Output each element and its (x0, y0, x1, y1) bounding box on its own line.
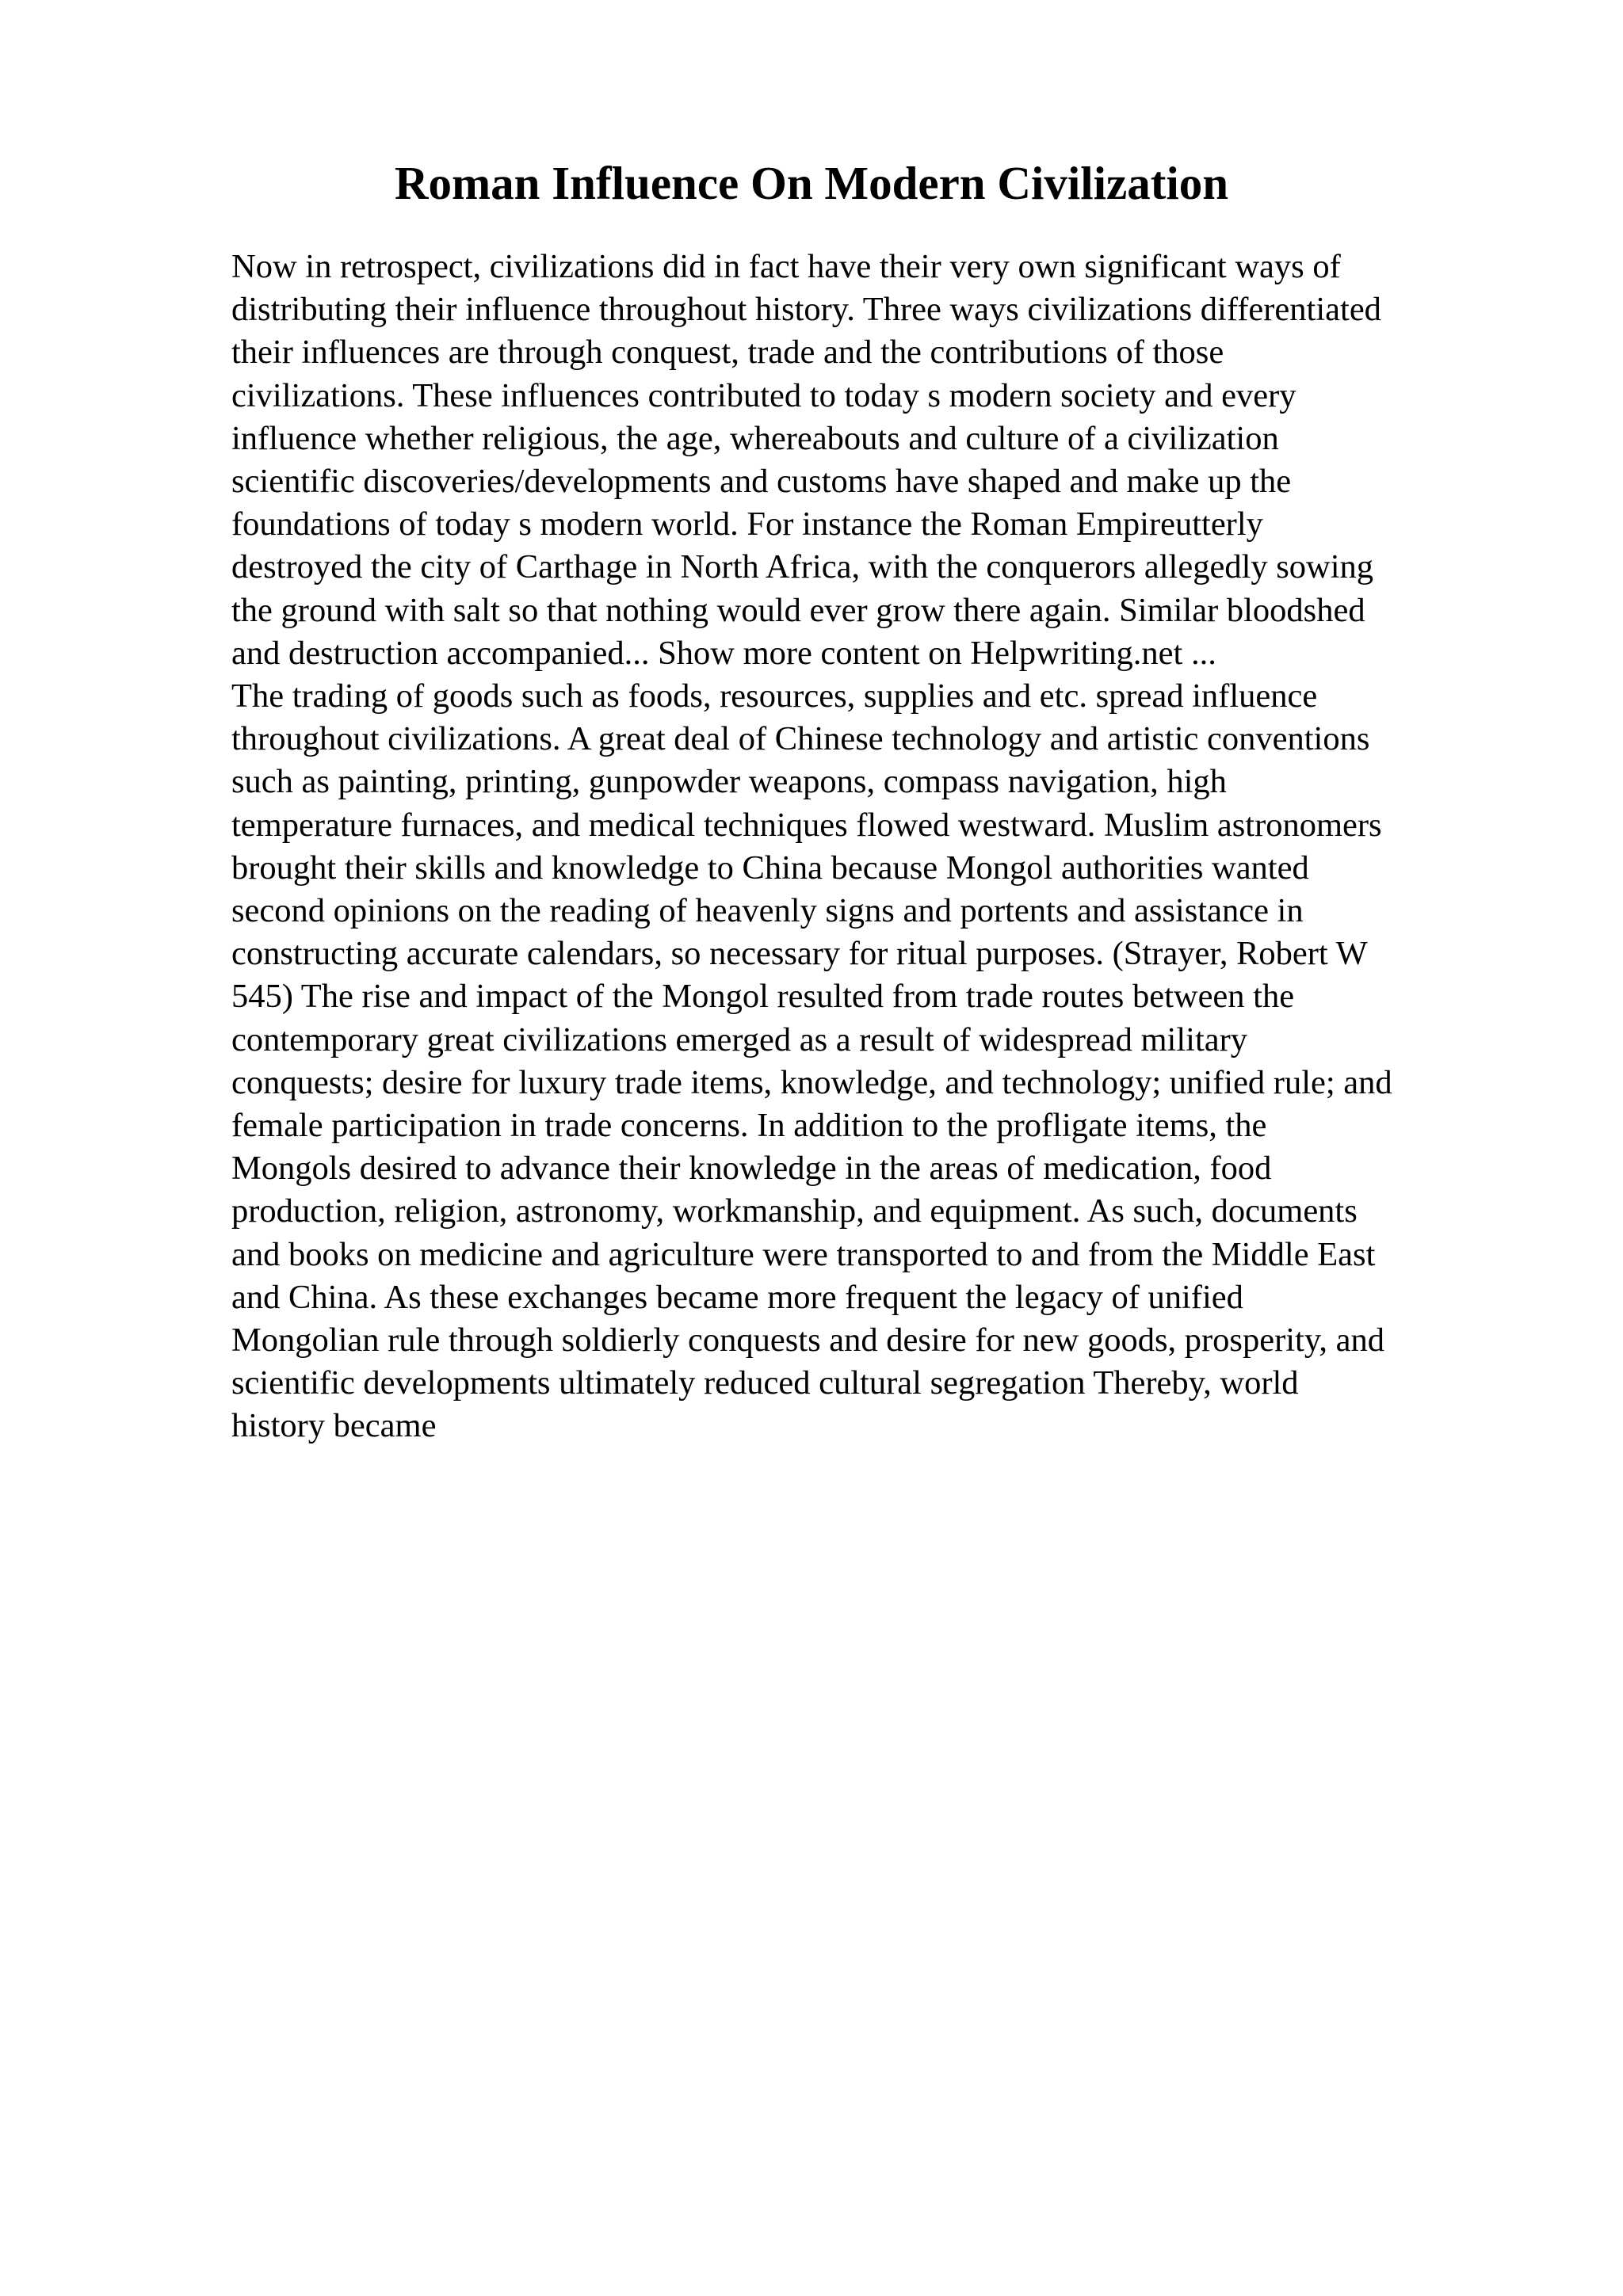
body-text-line: destroyed the city of Carthage in North Africa, with the conquerors allegedly sowing (231, 548, 1374, 586)
body-text-line: civilizations. These influences contributed to today s modern society and every (231, 376, 1296, 414)
document-title: Roman Influence On Modern Civilization (394, 157, 1229, 209)
body-text-line: second opinions on the reading of heavenly signs and portents and assistance in (231, 892, 1304, 930)
body-text-line: brought their skills and knowledge to China because Mongol authorities wanted (231, 849, 1309, 887)
body-text-line: scientific discoveries/developments and customs have shaped and make up the (231, 463, 1292, 501)
body-text-line: influence whether religious, the age, whereabouts and culture of a civilization (231, 419, 1279, 457)
body-text-line: such as painting, printing, gunpowder weapons, compass navigation, high (231, 763, 1227, 801)
document-body (231, 246, 1531, 1448)
body-text-line: distributing their influence throughout history. Three ways civilizations differentiated (231, 291, 1381, 329)
body-text-line: history became (231, 1407, 437, 1445)
body-text-line: temperature furnaces, and medical techniques flowed westward. Muslim astronomers (231, 806, 1382, 844)
body-text-line: Now in retrospect, civilizations did in fact have their very own significant ways of (231, 248, 1341, 285)
body-text-line: throughout civilizations. A great deal of Chinese technology and artistic conventions (231, 720, 1370, 758)
body-text-line: 545) The rise and impact of the Mongol resulted from trade routes between the (231, 978, 1295, 1016)
body-text-line: their influences are through conquest, trade and the contributions of those (231, 334, 1224, 372)
body-text-line: conquests; desire for luxury trade items, knowledge, and technology; unified rule; and (231, 1063, 1392, 1101)
body-text-line: contemporary great civilizations emerged as a result of widespread military (231, 1020, 1248, 1058)
body-text-line: and destruction accompanied... Show more content on Helpwriting.net ... (231, 634, 1216, 672)
body-text-line: constructing accurate calendars, so necessary for ritual purposes. (Strayer, Robert W (231, 935, 1368, 973)
body-text-line: and China. As these exchanges became more frequent the legacy of unified (231, 1278, 1243, 1316)
body-text-line: Mongols desired to advance their knowledge in the areas of medication, food (231, 1150, 1272, 1188)
body-text-line: Mongolian rule through soldierly conquests and desire for new goods, prosperity, and (231, 1322, 1384, 1360)
body-text-line: female participation in trade concerns. In addition to the profligate items, the (231, 1107, 1267, 1145)
body-text-line: the ground with salt so that nothing would ever grow there again. Similar bloodshed (231, 591, 1365, 629)
body-text-line: foundations of today s modern world. For instance the Roman Empireutterly (231, 505, 1263, 543)
body-text-line: production, religion, astronomy, workmanship, and equipment. As such, documents (231, 1192, 1358, 1230)
body-text-line: and books on medicine and agriculture were transported to and from the Middle East (231, 1235, 1376, 1273)
body-text-line: The trading of goods such as foods, resources, supplies and etc. spread influence (231, 677, 1318, 715)
body-text-line: scientific developments ultimately reduced cultural segregation Thereby, world (231, 1364, 1299, 1402)
